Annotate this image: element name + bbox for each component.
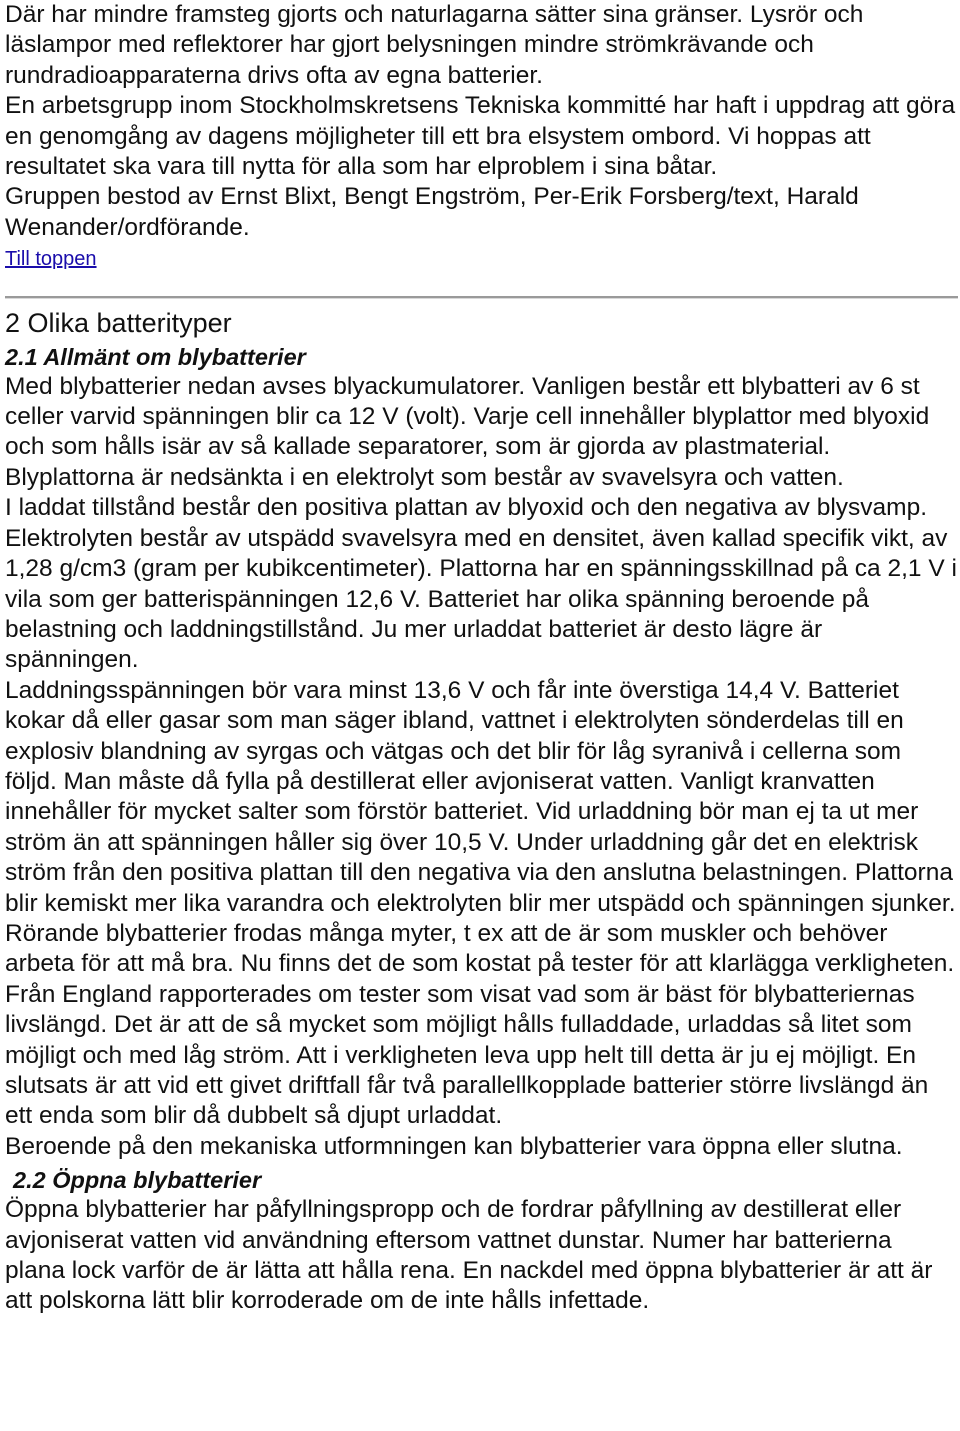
subsection-body xyxy=(5,1195,957,1317)
intro-paragraph: Gruppen bestod av Ernst Blixt, Bengt Engström, Per-Erik Forsberg/text, Harald Wenander/ordförande. xyxy=(5,183,859,241)
body-paragraph: Med blybatterier nedan avses blyackumulatorer. Vanligen består ett blybatteri av 6 st celler varvid spänningen blir ca 12 V (volt). Varje cell innehåller blyplattor med blyoxid och som hålls isär av så kallade separatorer, som är gjorda av plastmaterial. Blyplattorna är nedsänkta i en elektrolyt som består av svavelsyra och vatten. xyxy=(5,372,930,491)
section-heading: 2 Olika batterityper xyxy=(5,307,232,338)
intro-paragraph: En arbetsgrupp inom Stockholmskretsens Tekniska kommitté har haft i uppdrag att göra en genomgång av dagens möjligheter till ett bra elsystem ombord. Vi hoppas att resultatet ska vara till nytta för alla som har elproblem i sina båtar. xyxy=(5,92,956,181)
body-paragraph: Laddningsspänningen bör vara minst 13,6 V och får inte överstiga 14,4 V. Batteriet kokar då eller gasar som man säger ibland, vattnet i elektrolyten sönderdelas till en explosiv blandning av syrgas och vätgas och det blir för låg syranivå i cellerna som följd. Man måste då fylla på destillerat eller avjoniserat vatten. Vanligt kranvatten innehåller för mycket salter som förstör batteriet. Vid urladdning bör man ej ta ut mer ström än att spänningen håller sig över 10,5 V. Under urladdning går det en elektrisk ström från den positiva plattan till den negativa via den anslutna belastningen. Plattorna blir kemiskt mer lika varandra och elektrolyten blir mer utspädd och spänningen sjunker. xyxy=(5,676,956,917)
subsection-body xyxy=(5,372,957,1163)
body-paragraph: Öppna blybatterier har påfyllningspropp och de fordrar påfyllning av destillerat eller avjoniserat vatten vid användning eftersom vattnet dunstar. Numer har batterierna plana lock varför de är lätta att hålla rena. En nackdel med öppna blybatterier är att är att polskorna lätt blir korroderade om de inte hålls infettade. xyxy=(5,1196,933,1315)
intro-section xyxy=(5,0,957,274)
till-toppen-link[interactable]: Till toppen xyxy=(5,248,97,271)
subsection-heading: 2.1 Allmänt om blybatterier xyxy=(5,343,306,370)
body-paragraph: I laddat tillstånd består den positiva plattan av blyoxid och den negativa av blysvamp. Elektrolyten består av utspädd svavelsyra med en densitet, även kallad specifik vikt, av 1,28 g/cm3 (gram per kubikcentimeter). Plattorna har en spänningsskillnad på ca 2,1 V i vila som ger batterispänningen 12,6 V. Batteriet har olika spänning beroende på belastning och laddningstillstånd. Ju mer urladdat batteriet är desto lägre är spänningen. xyxy=(5,494,957,674)
body-paragraph: Rörande blybatterier frodas många myter, t ex att de är som muskler och behöver arbeta för att må bra. Nu finns det de som kostat på tester för att klarlägga verkligheten. Från England rapporterades om tester som visat vad som är bäst för blybatteriernas livslängd. Det är att de så mycket som möjligt hålls fulladdade, urladdas så litet som möjligt och med låg ström. Att i verkligheten leva upp helt till detta är ju ej möjligt. En slutsats är att vid ett givet driftfall får två parallellkopplade batterier större livslängd än ett enda som blir då dubbelt så djupt urladdat. xyxy=(5,919,955,1130)
intro-paragraph: Där har mindre framsteg gjorts och naturlagarna sätter sina gränser. Lysrör och läslampor med reflektorer har gjort belysningen mindre strömkrävande och rundradioapparaterna drivs ofta av egna batterier. xyxy=(5,1,864,89)
document-page xyxy=(5,0,957,1317)
body-paragraph: Beroende på den mekaniska utformningen kan blybatterier vara öppna eller slutna. xyxy=(5,1132,903,1160)
section-divider xyxy=(5,296,958,299)
subsection-heading: 2.2 Öppna blybatterier xyxy=(13,1167,262,1194)
